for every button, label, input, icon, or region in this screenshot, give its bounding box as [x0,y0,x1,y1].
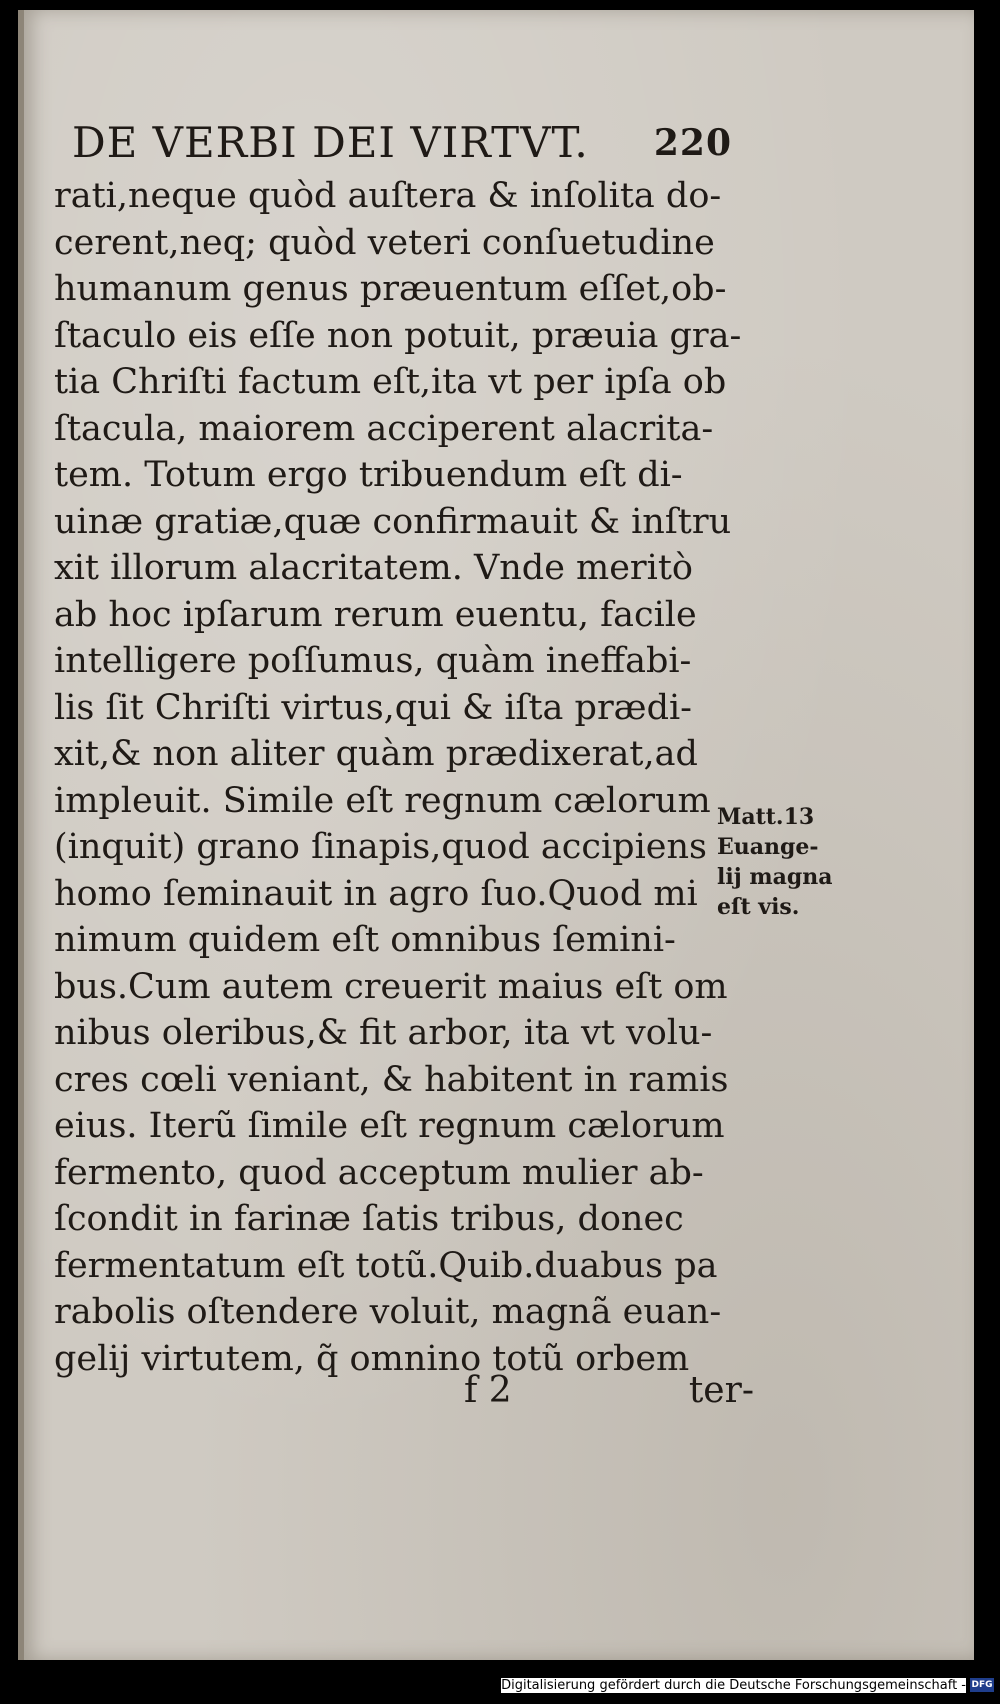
text-line: ſcondit in farinæ ſatis tribus, donec [54,1199,684,1239]
text-line: fermentatum eſt totũ.Quib.duabus pa [54,1245,718,1286]
text-line: homo ſeminauit in agro ſuo.Quod mi [54,873,698,914]
marginal-line: lij magna [717,864,833,890]
catchword: ter- [688,1370,754,1411]
digitization-credit [501,1670,994,1700]
credit-text: Digitalisierung gefördert durch die Deutsche Forschungsgemeinschaft - [501,1677,966,1693]
page-number: 220 [653,122,732,164]
running-title: DE VERBI DEI VIRTVT. [72,118,589,167]
text-line: ſtacula, maiorem acciperent alacrita- [54,408,714,449]
text-line: nimum quidem eſt omnibus ſemini- [54,920,676,960]
text-line: bus.Cum autem creuerit maius eſt om [54,966,728,1007]
marginal-line: eſt vis. [717,894,800,920]
text-line: intelligere poſſumus, quàm ineffabi- [54,641,692,681]
text-line: gelij virtutem, q̃ omnino totũ orbem [54,1338,690,1379]
text-line: nibus oleribus,& fit arbor, ita vt volu- [54,1013,713,1053]
text-line: humanum genus præuentum eſſet,ob- [54,269,727,309]
marginal-line: Matt.13 [717,804,815,830]
running-header [72,118,732,167]
text-line: uinæ gratiæ,quæ confirmauit & inſtru [54,501,732,542]
book-page [18,10,974,1660]
text-line: xit,& non aliter quàm prædixerat,ad [54,734,698,774]
text-line: lis ſit Chriſti virtus,qui & iſta prædi- [54,687,692,728]
text-line: tem. Totum ergo tribuendum eſt di- [54,455,683,495]
text-line: rati,neque quòd auſtera & inſolita do- [54,176,722,216]
body-text [54,173,744,1382]
signature-mark: f 2 [464,1370,512,1411]
text-line: (inquit) grano ſinapis,quod accipiens [54,827,707,867]
text-line: ab hoc ipſarum rerum euentu, facile [54,594,697,635]
text-line: impleuit. Simile eſt regnum cælorum [54,780,711,821]
dfg-logo: DFG [971,1680,993,1690]
text-line: cerent,neq; quòd veteri conſuetudine [54,222,715,263]
text-line: cres cœli veniant, & habitent in ramis [54,1059,729,1100]
text-line: fermento, quod acceptum mulier ab- [54,1152,704,1193]
marginal-note [717,802,897,922]
text-line: ſtaculo eis eſſe non potuit, præuia gra- [54,315,742,356]
text-line: rabolis oſtendere voluit, magnã euan- [54,1292,722,1332]
text-line: xit illorum alacritatem. Vnde meritò [54,548,693,588]
text-line: tia Chriſti factum eſt,ita vt per ipſa ob [54,362,727,402]
marginal-line: Euange- [717,834,819,860]
text-line: eius. Iterũ ſimile eſt regnum cælorum [54,1106,725,1146]
